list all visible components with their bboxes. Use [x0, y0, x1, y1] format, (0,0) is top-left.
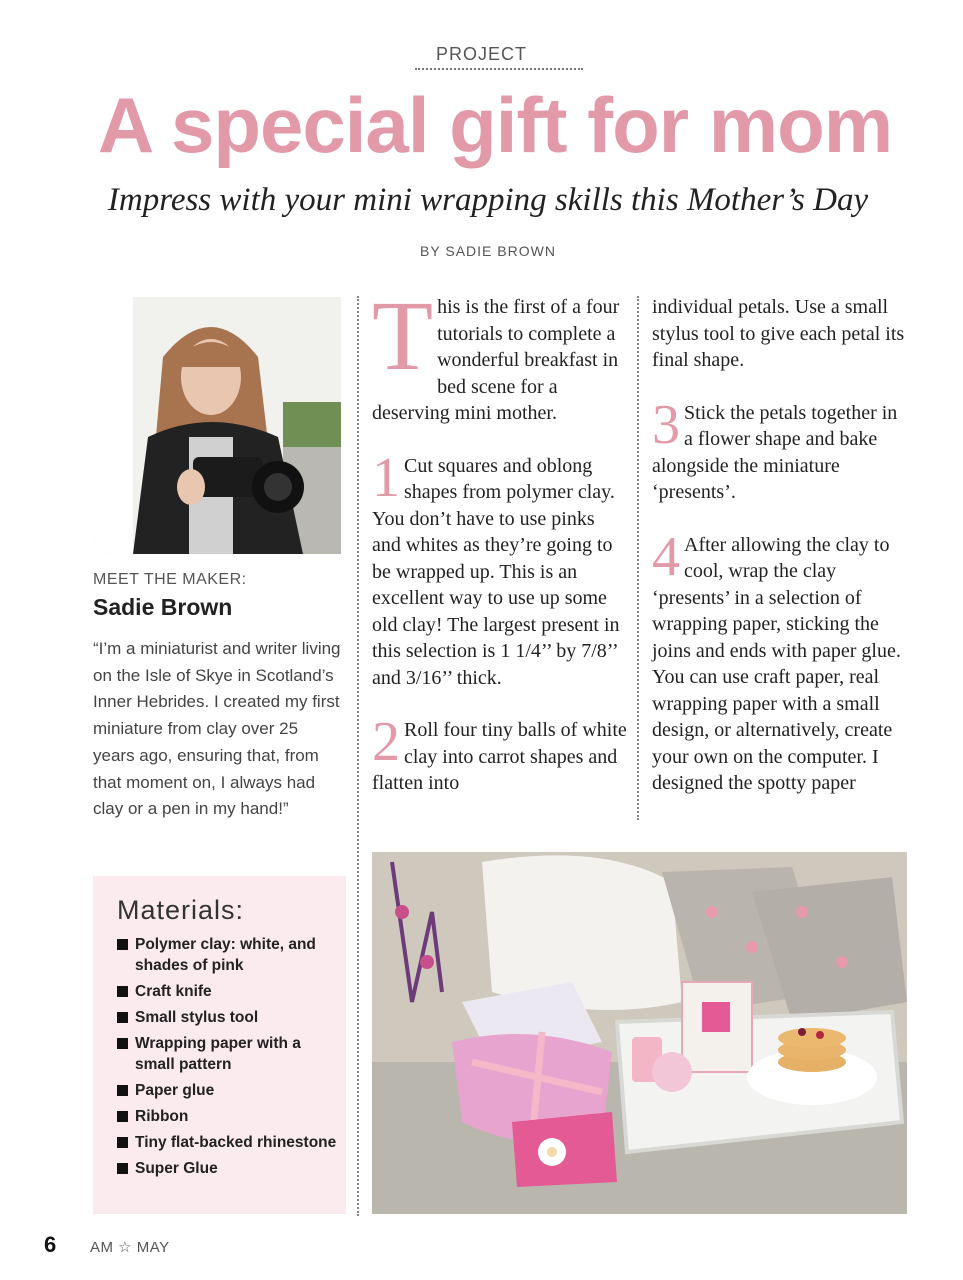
- step-1-number: 1: [372, 446, 400, 509]
- byline: BY SADIE BROWN: [420, 243, 556, 259]
- maker-quote: “I’m a miniaturist and writer living on the Isle of Skye in Scotland’s Inner Hebrides. I created my first miniature from clay over 25 years ago, ensuring that, from that moment on, I always had clay or a pen in my hand!”: [93, 639, 341, 819]
- intro-paragraph: [372, 280, 628, 427]
- step-3-number: 3: [652, 393, 680, 456]
- step-2-text: Roll four tiny balls of white clay into carrot shapes and flatten into: [372, 719, 627, 794]
- maker-photo: [93, 297, 341, 554]
- materials-item-label: Craft knife: [135, 983, 212, 1000]
- step-3-text: Stick the petals together in a flower shape and bake alongside the miniature ‘presents’.: [652, 401, 898, 503]
- section-kicker: PROJECT: [435, 44, 527, 64]
- step-2-number: 2: [372, 711, 400, 773]
- kicker-divider: [415, 68, 583, 70]
- step-4-number: 4: [652, 525, 680, 588]
- bullet-square-icon: [117, 1163, 128, 1174]
- materials-title: Materials:: [117, 895, 245, 925]
- step-2-continued: individual petals. Use a small stylus tool to give each petal its final shape.: [652, 296, 905, 371]
- materials-item-label: Wrapping paper with a small pattern: [135, 1035, 301, 1073]
- bullet-square-icon: [117, 1137, 128, 1148]
- page-number: 6: [44, 1232, 57, 1257]
- materials-item: [117, 1080, 342, 1101]
- maker-photo-illustration: [93, 297, 341, 554]
- bullet-square-icon: [117, 1038, 128, 1049]
- bullet-square-icon: [117, 1012, 128, 1023]
- step-4-paragraph: [652, 525, 908, 797]
- step-3-paragraph: [652, 393, 908, 506]
- materials-list: [117, 934, 342, 1184]
- column-divider: [357, 296, 359, 1216]
- drop-cap: T: [372, 280, 434, 391]
- bullet-square-icon: [117, 1111, 128, 1122]
- step-2-paragraph: [372, 711, 628, 797]
- step-4-text: After allowing the clay to cool, wrap the clay ‘presents’ in a selection of wrapping paper, sticking the joins and ends with paper glue. You can use craft paper, real wrapping paper with a small design, or alternatively, create your own on the computer. I designed the spotty paper: [652, 533, 901, 794]
- publication-folio: AM ☆ MAY: [90, 1239, 170, 1256]
- materials-item: [117, 1106, 342, 1127]
- materials-item-label: Paper glue: [135, 1082, 215, 1099]
- bullet-square-icon: [117, 986, 128, 997]
- materials-item-label: Small stylus tool: [135, 1009, 259, 1026]
- column-divider: [637, 296, 639, 820]
- materials-item: [117, 934, 342, 976]
- article-title: A special gift for mom: [97, 81, 893, 169]
- materials-item: [117, 1033, 342, 1075]
- breakfast-tray-photo: [372, 852, 907, 1214]
- bullet-square-icon: [117, 1085, 128, 1096]
- step-1-paragraph: [372, 446, 628, 692]
- breakfast-scene-illustration: [372, 852, 907, 1214]
- maker-label: MEET THE MAKER:: [93, 571, 247, 588]
- step-1-text: Cut squares and oblong shapes from polymer clay. You don’t have to use pinks and whites as they’re going to be wrapped up. This is an excellent way to use up some old clay! The largest present in this selection is 1 1/4’’ by 7/8’’ and 3/16’’ thick.: [372, 454, 620, 689]
- materials-item-label: Ribbon: [135, 1108, 189, 1125]
- maker-name: Sadie Brown: [93, 594, 233, 620]
- materials-item: [117, 1158, 342, 1179]
- article-subtitle: Impress with your mini wrapping skills this Mother’s Day: [107, 182, 869, 218]
- materials-item: [117, 1007, 342, 1028]
- article-column-1: [372, 280, 628, 823]
- materials-item-label: Tiny flat-backed rhinestone: [135, 1134, 337, 1151]
- intro-text: his is the first of a four tutorials to complete a wonderful breakfast in bed scene for a deserving mini mother.: [372, 296, 620, 424]
- materials-item: [117, 1132, 342, 1153]
- materials-item: [117, 981, 342, 1002]
- article-column-2: [652, 294, 908, 823]
- materials-item-label: Super Glue: [135, 1160, 218, 1177]
- bullet-square-icon: [117, 939, 128, 950]
- materials-item-label: Polymer clay: white, and shades of pink: [135, 936, 316, 974]
